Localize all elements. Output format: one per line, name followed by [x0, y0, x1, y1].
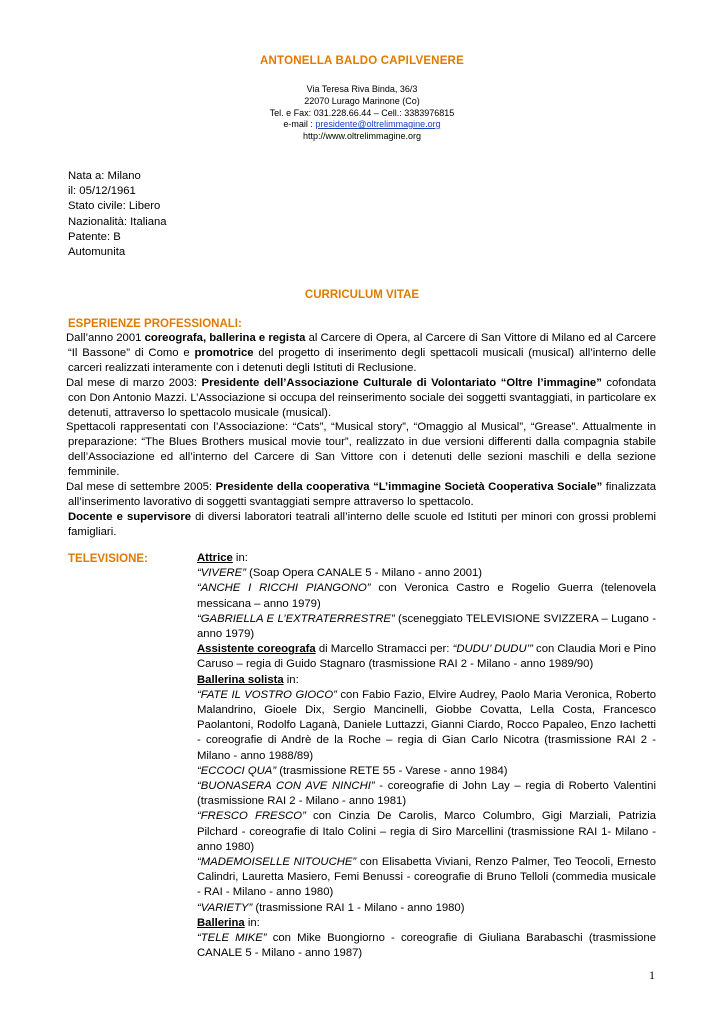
address-street: Via Teresa Riva Binda, 36/3	[306, 84, 418, 94]
experience-paragraph: Dal mese di marzo 2003: Presidente dell’Associazione Culturale di Volontariato “Oltre l’immagine” cofondata con Don Antonio Mazzi. L’Associazione si occupa del reinserimento sociale dei soggetti svantaggiati, in particolare ex detenuti, attraverso lo spettacolo musicale (musical).	[66, 376, 657, 419]
role-heading: Attrice in:	[197, 552, 248, 564]
experience-section	[68, 331, 656, 540]
page-number: 1	[649, 968, 655, 982]
license: Patente: B	[68, 230, 121, 243]
car-owner: Automunita	[68, 246, 126, 259]
email-label: e-mail :	[283, 119, 316, 129]
credit-entry: “ECCOCI QUA” (trasmissione RETE 55 - Varese - anno 1984)	[197, 764, 508, 777]
experience-paragraph: Docente e supervisore di diversi laboratori teatrali all’interno delle scuole ed Istituti per minori con grossi problemi famigliari.	[68, 510, 656, 538]
birthplace: Nata a: Milano	[68, 170, 141, 182]
website-link[interactable]: http://www.oltrelimmagine.org	[302, 131, 422, 141]
experience-paragraph: Dal mese di settembre 2005: Presidente della cooperativa “L’immagine Società Cooperativa Sociale” finalizzata all’inserimento lavorativo di soggetti svantaggiati sempre attraverso lo spettacolo.	[66, 481, 657, 508]
credit-entry: “VARIETY” (trasmissione RAI 1 - Milano - anno 1980)	[197, 901, 465, 914]
credit-entry: “FATE IL VOSTRO GIOCO” con Fabio Fazio, Elvire Audrey, Paolo Maria Veronica, Roberto Malandrino, Gioele Dix, Sergio Mancinelli, Giobbe Covatta, Lella Costa, Francesco Paolantoni, Rodolfo Laganà, Daniele Luttazzi, Gianni Ciardo, Rocco Papaleo, Enzo Iachetti - coreografie di Andrè de la Roche – regia di Gian Carlo Nicotra (trasmissione RAI 2 - Milano - anno 1988/89)	[197, 688, 656, 762]
email-line	[0, 118, 724, 130]
role-heading: Ballerina solista in:	[197, 673, 299, 686]
credit-entry: “MADEMOISELLE NITOUCHE” con Elisabetta Viviani, Renzo Palmer, Teo Teocoli, Ernesto Calindri, Lauretta Masiero, Femi Benussi - coreografie di Bruno Telloli (commedia musicale - RAI - Milano - anno 1980)	[197, 856, 656, 899]
author-name: ANTONELLA BALDO CAPILVENERE	[260, 55, 464, 67]
email-link[interactable]: presidente@oltrelimmagine.org	[315, 119, 441, 129]
television-section	[197, 551, 656, 961]
personal-info	[68, 169, 167, 260]
credit-entry: “FRESCO FRESCO” con Cinzia De Carolis, Marco Columbro, Gigi Marziali, Patrizia Pilchard - coreografie di Italo Colini – regia di Siro Marcellini (trasmissione RAI 1- Milano - anno 1980)	[197, 810, 656, 853]
birthdate: il: 05/12/1961	[68, 185, 136, 198]
television-heading: TELEVISIONE:	[68, 553, 148, 565]
credit-entry: “ANCHE I RICCHI PIANGONO” con Veronica Castro e Rogelio Guerra (telenovela messicana – anno 1979)	[197, 582, 656, 610]
credit-entry: “GABRIELLA E L’EXTRATERRESTRE” (sceneggiato TELEVISIONE SVIZZERA – Lugano - anno 1979)	[197, 612, 656, 641]
nationality: Nazionalità: Italiana	[68, 215, 167, 228]
experience-paragraph: Dall’anno 2001 coreografa, ballerina e regista al Carcere di Opera, al Carcere di San Vittore di Milano ed al Carcere “Il Bassone” di Como e promotrice del progetto di inserimento degli spettacoli musicali (musical) all’interno delle carceri realizzati interamente con i detenuti degli Istituti di Reclusione.	[66, 332, 656, 374]
credit-entry: “TELE MIKE” con Mike Buongiorno - coreografie di Giuliana Barabaschi (trasmissione CANALE 5 - Milano - anno 1987)	[197, 932, 656, 960]
credit-entry: “BUONASERA CON AVE NINCHI” - coreografie di John Lay – regia di Roberto Valentini (trasmissione RAI 2 - Milano - anno 1981)	[197, 780, 656, 808]
experience-paragraph: Spettacoli rappresentati con l’Associazione: “Cats”, “Musical story”, “Omaggio al Musical”, “Grease”. Attualmente in preparazione: “The Blues Brothers musical movie tour”, realizzato in due versioni differenti dalla compagnia stabile dell’Associazione ed all’interno del Carcere di San Vittore con i detenuti delle sezioni maschili e della sezione femminile.	[66, 421, 656, 479]
address-city: 22070 Lurago Marinone (Co)	[304, 96, 420, 106]
marital-status: Stato civile: Libero	[68, 200, 161, 213]
experience-heading: ESPERIENZE PROFESSIONALI:	[68, 318, 242, 330]
credit-entry: “VIVERE” (Soap Opera CANALE 5 - Milano - anno 2001)	[197, 567, 483, 580]
role-heading: Assistente coreografa di Marcello Stramacci per: “DUDU’ DUDU’” con Claudia Mori e Pino Caruso – regia di Guido Stagnaro (trasmissione RAI 2 - Milano - anno 1989/90)	[197, 643, 657, 671]
phone-line: Tel. e Fax: 031.228.66.44 – Cell.: 3383976815	[269, 108, 455, 118]
cv-title: CURRICULUM VITAE	[304, 289, 420, 301]
role-heading: Ballerina in:	[197, 916, 260, 929]
